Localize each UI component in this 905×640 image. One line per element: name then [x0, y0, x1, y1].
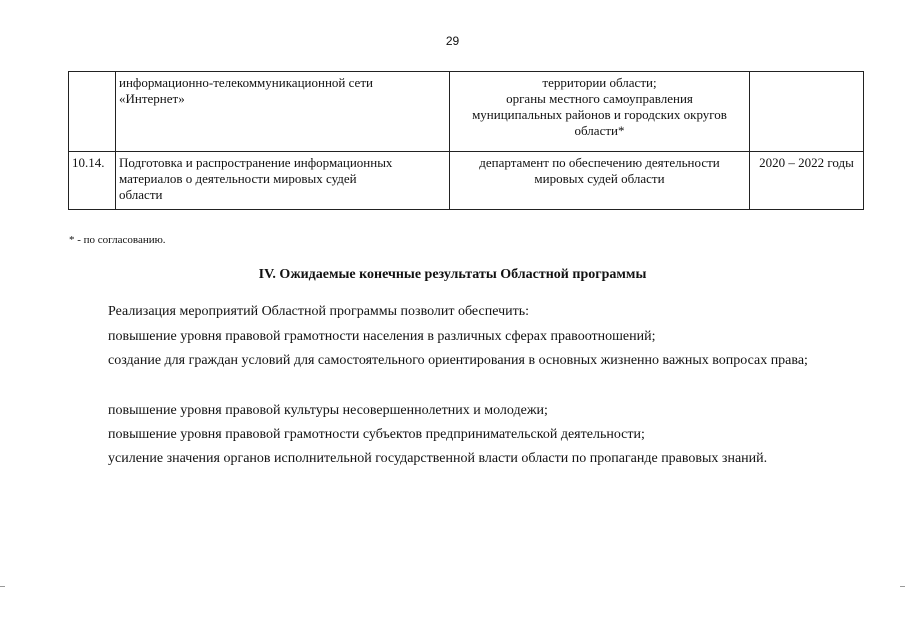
row-number-cell: 10.14.	[69, 152, 116, 210]
executor-cell	[450, 72, 750, 152]
executor-line: органы местного самоуправления	[506, 91, 693, 106]
paragraph: повышение уровня правовой культуры несовершеннолетних и молодежи;	[108, 403, 548, 418]
executor-line: мировых судей области	[534, 171, 665, 186]
section-title: IV. Ожидаемые конечные результаты Областной программы	[258, 267, 647, 282]
paragraph: повышение уровня правовой грамотности субъектов предпринимательской деятельности;	[108, 427, 645, 442]
activity-cell	[116, 72, 450, 152]
page-number: 29	[445, 34, 460, 48]
paragraph: повышение уровня правовой грамотности населения в различных сферах правоотношений;	[108, 329, 656, 344]
activity-line: Подготовка и распространение информационных	[119, 155, 393, 170]
table-row	[69, 72, 864, 152]
program-activities-table	[68, 71, 864, 210]
period-cell	[750, 72, 864, 152]
activity-line: материалов о деятельности мировых судей	[119, 171, 357, 186]
executor-line: муниципальных районов и городских округов	[472, 107, 727, 122]
row-number-cell	[69, 72, 116, 152]
activity-cell	[116, 152, 450, 210]
footnote: * - по согласованию.	[69, 234, 166, 246]
table-row	[69, 152, 864, 210]
paragraph: создание для граждан условий для самостоятельного ориентирования в основных жизненно важных вопросах права;	[108, 353, 808, 368]
activity-line: информационно-телекоммуникационной сети	[119, 75, 373, 90]
paragraph: Реализация мероприятий Областной программы позволит обеспечить:	[108, 304, 529, 319]
activity-line: области	[119, 187, 163, 202]
executor-line: департамент по обеспечению деятельности	[479, 155, 720, 170]
executor-cell	[450, 152, 750, 210]
executor-line: территории области;	[542, 75, 657, 90]
activity-line: «Интернет»	[119, 91, 185, 106]
paragraph: усиление значения органов исполнительной государственной власти области по пропаганде правовых знаний.	[108, 451, 768, 466]
scan-edge-mark	[0, 586, 5, 587]
scan-edge-mark	[900, 586, 905, 587]
period-cell: 2020 – 2022 годы	[750, 152, 864, 210]
executor-line: области*	[574, 123, 625, 138]
